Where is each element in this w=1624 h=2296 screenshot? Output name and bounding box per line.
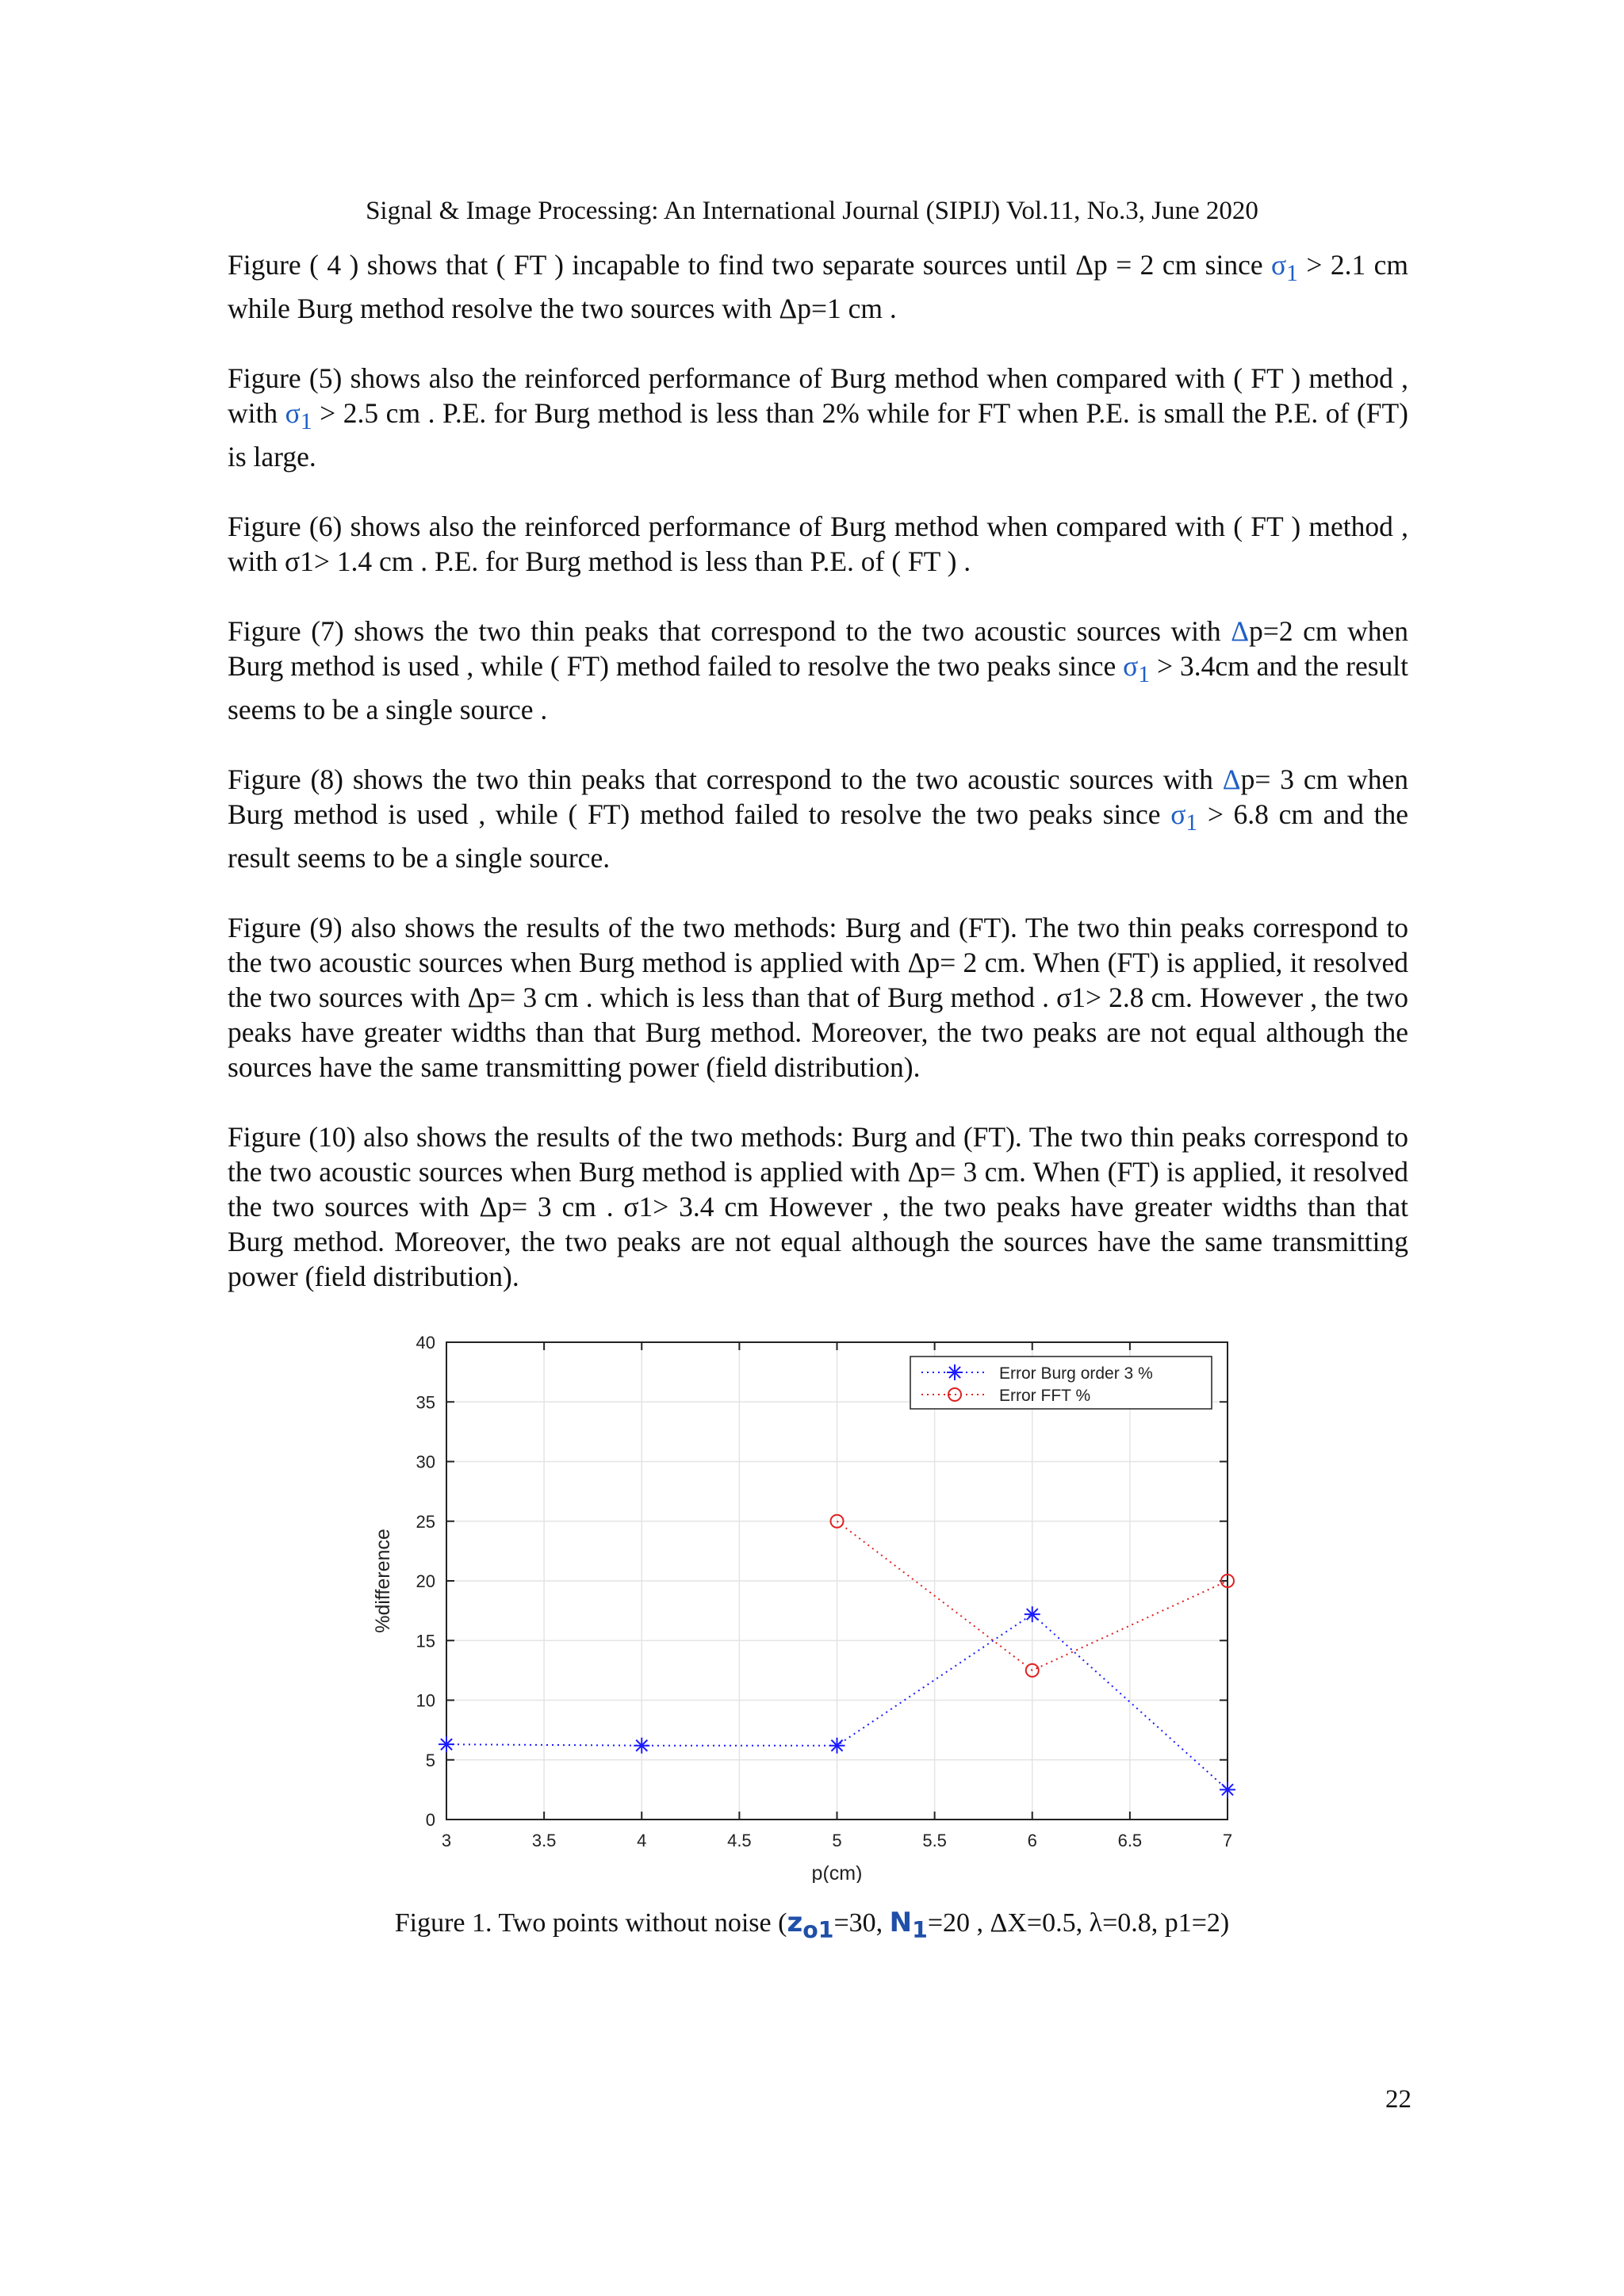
- data-point-series-1: [1220, 1781, 1235, 1797]
- x-tick-label: 3: [441, 1831, 452, 1850]
- y-tick-label: 35: [416, 1392, 435, 1413]
- y-tick-label: 30: [416, 1452, 435, 1472]
- y-tick-label: 40: [416, 1333, 435, 1353]
- data-point-series-1: [1025, 1606, 1040, 1622]
- x-tick-label: 3.5: [531, 1831, 557, 1850]
- y-tick-label: 15: [416, 1631, 435, 1651]
- legend-label-1: Error Burg order 3 %: [999, 1364, 1153, 1383]
- x-axis-label: p(cm): [811, 1862, 863, 1883]
- data-point-series-1: [634, 1738, 649, 1754]
- y-axis-label: %difference: [372, 1529, 394, 1633]
- x-tick-label: 5: [832, 1831, 842, 1850]
- figure-chart: [349, 1312, 1269, 1883]
- y-tick-label: 20: [416, 1571, 435, 1591]
- x-tick-label: 4.5: [727, 1831, 752, 1850]
- paragraph-fig8: Figure (8) shows the two thin peaks that correspond to the two acoustic sources with Δp= 3 cm when Burg method is used , while ( FT) method failed to resolve the two peaks since $\sigma_1 > 6.8$ cm and the result seems to be a single source.: [228, 763, 1408, 874]
- paragraph-fig7: Figure (7) shows the two thin peaks that correspond to the two acoustic sources with Δp=2 cm when Burg method is used , while ( FT) method failed to resolve the two peaks since $\sigma_1 > 3.4cm$ and the result seems to be a single source .: [228, 615, 1409, 726]
- x-tick-label: 7: [1222, 1831, 1233, 1850]
- data-point-series-1: [829, 1738, 845, 1754]
- paragraph-fig5: Figure (5) shows also the reinforced performance of Burg method when compared with ( FT ) method , with $\sigma_1 > 2.5$ cm . P.E. for Burg method is less than 2% while for FT when P.E. is small the P.E. of (FT) is large.: [228, 362, 1408, 473]
- y-tick-label: 5: [425, 1750, 435, 1770]
- figure-caption: Figure 1. Two points without noise ($z_{o1}=30$, $N_1=20$ , ΔX=0.5, λ=0.8, p1=2): [394, 1907, 1230, 1943]
- paragraph-fig9: Figure (9) also shows the results of the two methods: Burg and (FT). The two thin peaks correspond to the two acoustic sources when Burg method is applied with Δp= 2 cm. When (FT) is applied, it resolved the two sources with Δp= 3 cm . which is less than that of Burg method . σ1> 2.8 cm. However , the two peaks have greater widths than that Burg method. Moreover, the two peaks are not equal although the sources have the same transmitting power (field distribution).: [228, 912, 1408, 1084]
- y-tick-label: 10: [416, 1690, 435, 1711]
- y-tick-label: 25: [416, 1511, 435, 1532]
- running-header: Signal & Image Processing: An International Journal (SIPIJ) Vol.11, No.3, June 2020: [366, 197, 1258, 225]
- page-number: 22: [1385, 2085, 1411, 2114]
- paragraph-fig6: Figure (6) shows also the reinforced performance of Burg method when compared with ( FT ) method , with σ1> 1.4 cm . P.E. for Burg method is less than P.E. of ( FT ) .: [228, 511, 1408, 578]
- legend-marker-1: [947, 1364, 963, 1380]
- x-tick-label: 6.5: [1117, 1831, 1143, 1850]
- data-point-series-1: [439, 1736, 454, 1752]
- y-tick-label: 0: [425, 1810, 435, 1830]
- x-tick-label: 4: [637, 1831, 647, 1850]
- error-chart: [349, 1312, 1269, 1883]
- paragraph-fig10: Figure (10) also shows the results of the two methods: Burg and (FT). The two thin peaks correspond to the two acoustic sources when Burg method is applied with Δp= 3 cm. When (FT) is applied, it resolved the two sources with Δp= 3 cm . σ1> 3.4 cm However , the two peaks have greater widths than that Burg method. Moreover, the two peaks are not equal although the sources have the same transmitting power (field distribution).: [228, 1121, 1408, 1293]
- legend-label-2: Error FFT %: [999, 1387, 1091, 1405]
- x-tick-label: 5.5: [922, 1831, 947, 1850]
- x-tick-label: 6: [1027, 1831, 1037, 1850]
- body-text: [228, 247, 1408, 1329]
- paragraph-fig4: Figure ( 4 ) shows that ( FT ) incapable to find two separate sources until Δp = 2 cm since $\sigma_1 > 2.1$ cm while Burg method resolve the two sources with Δp=1 cm .: [228, 249, 1408, 325]
